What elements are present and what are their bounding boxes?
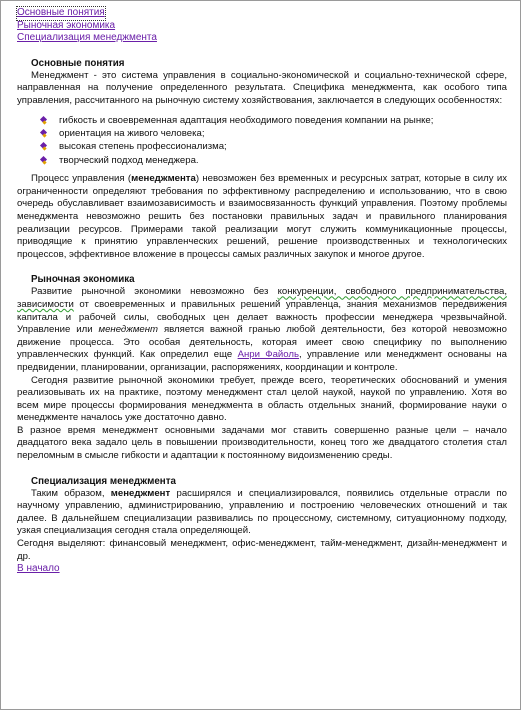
bold-term: менеджмента [131,173,196,185]
paragraph-science-of-management: Сегодня развитие рыночной экономики требует, прежде всего, теоретических обоснований и умения реализовывать их на практике, поэтому менеджмент стал целой наукой, наукой по управлению. Хотя во всем мире процессы формирования менеджмента в область отдельных знаний, формирование науки о менеджменте началось уже достаточно давно. [17,374,507,424]
diamond-bullet-icon [41,130,48,137]
section-heading-market-economy: Рыночная экономика [31,274,135,286]
list-item: гибкость и своевременная адаптация необходимого поведения компании на рынке; [39,114,507,127]
paragraph-management-process: Процесс управления (менеджмента) невозможен без временных и ресурсных затрат, которые в силу их ограниченности определяют требования по эффективному распределению и использованию, что в свою очередь обуславливает взаимозависимость и взаимосвязанность функций управления. Поэтому проблемы менеджмента невозможно решить без постановки правильных задач и правильного планирования реализации ресурсов. Примерами такой реализации могут служить коммуникационные процессы, приводящие к принятию управленческих решений, решение производственных и технологических процессов, эффективное вложение в процессы самых различных закупок и многое другое. [17,173,507,260]
document-body [17,7,507,576]
paragraph-today-types: Сегодня выделяют: финансовый менеджмент, офис-менеджмент, тайм-менеджмент, дизайн-менеджмент и др. [17,538,507,562]
back-to-top-link[interactable]: В начало [17,563,60,575]
list-item: высокая степень профессионализма; [39,140,507,153]
paragraph-historical-goals: В разное время менеджмент основными задачами мог ставить совершенно разные цели – начало двадцатого века задало цель в повышении производительности, конец того же двадцатого столетия стал переломным в смысле гибкости и адаптации к постоянному видоизменению среды. [17,424,507,462]
italic-term: менеджмент [98,324,159,336]
paragraph-specialization: Таким образом, менеджмент расширялся и специализировался, появились отдельные отрасли по научному управлению, администрированию, управлению и построению человеческих отношений и так далее. В дальнейшем специализации развивались по процессному, системному, ситуационному подходу, узкая специализация сегодня стала определяющей. [17,487,507,537]
paragraph-market-development: Развитие рыночной экономики невозможно без конкуренции, свободного предпринимательства, зависимости от своевременных и правильных решений управленца, знания механизмов передвижения капитала и рабочей силы, свободных цен делает важность профессии менеджера чрезвычайной. Управление или менеджмент является важной гранью любой деятельности, без которой невозможно движение процесса. Это особая деятельность, которая имеет свою специфику по выполнению управленческих функций. Как определил еще Анри Файоль, управление или менеджмент основаны на предвидении, планировании, организации, распоряжениях, координации и контроле. [17,286,507,373]
list-item: ориентация на живого человека; [39,127,507,140]
spacer [17,261,507,273]
paragraph-intro [17,70,507,108]
section-heading-basic-concepts: Основные понятия [31,57,125,69]
intro-text: - это система управления в социально-экономической и социально-технической сфере, направленная на получение определенного результата. Специфика менеджмента, как особого типа управления, рассчитанного на рыночную систему хозяйствования, заключается в следующих особенностях: [17,69,507,106]
diamond-bullet-icon [41,117,48,124]
diamond-bullet-icon [41,143,48,150]
toc-link-specialization[interactable]: Специализация менеджмента [17,32,157,44]
spellcheck-marked-text: конкуренции, свободного предпринимательства, зависимости [17,286,507,310]
spacer [17,45,507,57]
intro-term: Менеджмент [31,69,89,81]
diamond-bullet-icon [41,157,48,164]
toc-link-market-economy[interactable]: Рыночная экономика [17,19,116,31]
toc-link-basic-concepts[interactable]: Основные понятия [17,7,105,18]
section-heading-specialization: Специализация менеджмента [31,475,176,487]
bold-term: менеджмент [110,487,171,499]
fayol-link[interactable]: Анри Файоль [237,349,300,361]
features-list [17,114,507,168]
spacer [17,463,507,475]
list-item: творческий подход менеджера. [39,154,507,167]
